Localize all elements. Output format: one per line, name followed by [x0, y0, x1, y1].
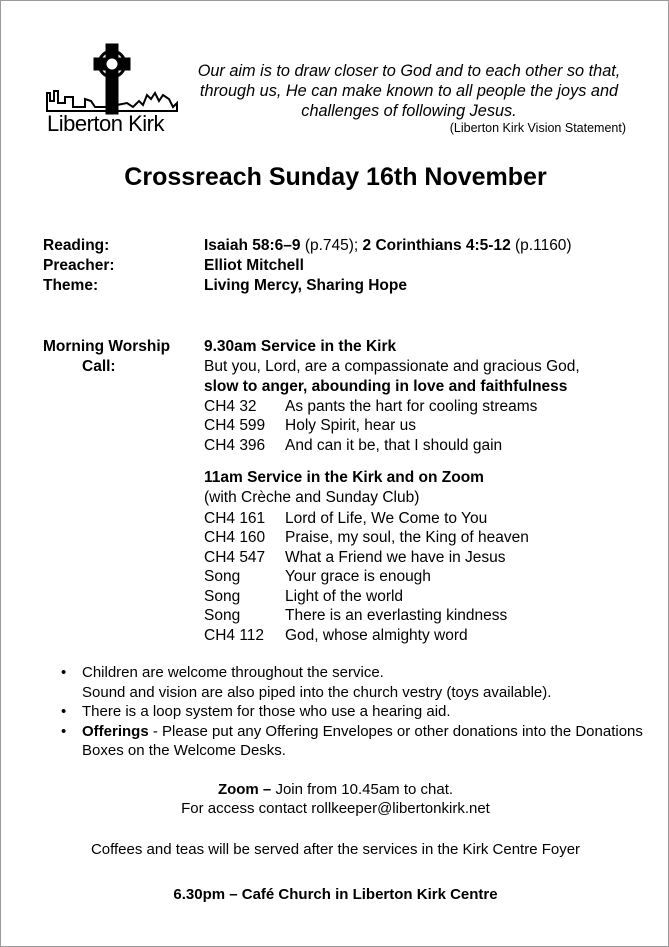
email-link[interactable]: rollkeeper@libertonkirk.net: [311, 800, 490, 817]
theme-label: Theme:: [43, 277, 99, 294]
hymn-row: Song Your grace is enough: [204, 568, 431, 585]
preacher-label: Preacher:: [43, 257, 115, 274]
zoom-access: For access contact rollkeeper@libertonkirk.net: [181, 800, 490, 817]
hymn-row: CH4 547 What a Friend we have in Jesus: [204, 549, 506, 566]
notices-list: [43, 663, 643, 761]
reading-2: 2 Corinthians 4:5-12: [362, 237, 511, 254]
service2-note: (with Crèche and Sunday Club): [204, 489, 420, 506]
zoom-info: Zoom – Join from 10.45am to chat.: [217, 781, 454, 798]
service2-title: 11am Service in the Kirk and on Zoom: [204, 469, 484, 486]
list-item: • Offerings - Please put any Offering Envelopes or other donations into the Donations Boxes on the Welcome Desks.: [43, 722, 643, 761]
vision-statement: Our aim is to draw closer to God and to each other so that, through us, He can make known to all people the joys and challenges of following Jesus.: [197, 62, 621, 120]
page-title: Crossreach Sunday 16th November: [124, 163, 547, 191]
logo-wordmark: Liberton Kirk: [47, 111, 165, 136]
morning-worship-label: Morning Worship: [43, 338, 171, 355]
hymn-row: CH4 161 Lord of Life, We Come to You: [204, 510, 488, 527]
call-line-1: But you, Lord, are a compassionate and gracious God,: [204, 358, 580, 375]
service1-title: 9.30am Service in the Kirk: [204, 338, 397, 355]
hymn-row: CH4 32 As pants the hart for cooling streams: [204, 398, 538, 415]
reading-1: Isaiah 58:6–9: [204, 237, 301, 254]
list-item: • Children are welcome throughout the service. Sound and vision are also piped into the church vestry (toys available).: [43, 663, 643, 702]
hymn-row: CH4 396 And can it be, that I should gain: [204, 437, 503, 454]
hymn-row: Song There is an everlasting kindness: [204, 607, 508, 624]
reading-label: Reading:: [43, 237, 110, 254]
reading-1-page: (p.745);: [300, 237, 363, 254]
hymn-row: CH4 599 Holy Spirit, hear us: [204, 417, 416, 434]
cafe-church-notice: 6.30pm – Café Church in Liberton Kirk Centre: [173, 886, 498, 903]
coffee-notice: Coffees and teas will be served after the services in the Kirk Centre Foyer: [90, 841, 581, 858]
call-line-2: slow to anger, abounding in love and faithfulness: [204, 378, 568, 395]
vision-source: (Liberton Kirk Vision Statement): [449, 121, 626, 135]
hymn-row: Song Light of the world: [204, 588, 404, 605]
theme-value: Living Mercy, Sharing Hope: [204, 277, 407, 294]
hymn-row: CH4 112 God, whose almighty word: [204, 627, 468, 644]
call-label: Call:: [82, 358, 116, 375]
preacher-value: Elliot Mitchell: [204, 257, 304, 274]
hymn-row: CH4 160 Praise, my soul, the King of heaven: [204, 529, 529, 546]
reading-2-page: (p.1160): [510, 237, 572, 254]
reading-value: [204, 237, 572, 255]
list-item: • There is a loop system for those who use a hearing aid.: [43, 702, 643, 722]
